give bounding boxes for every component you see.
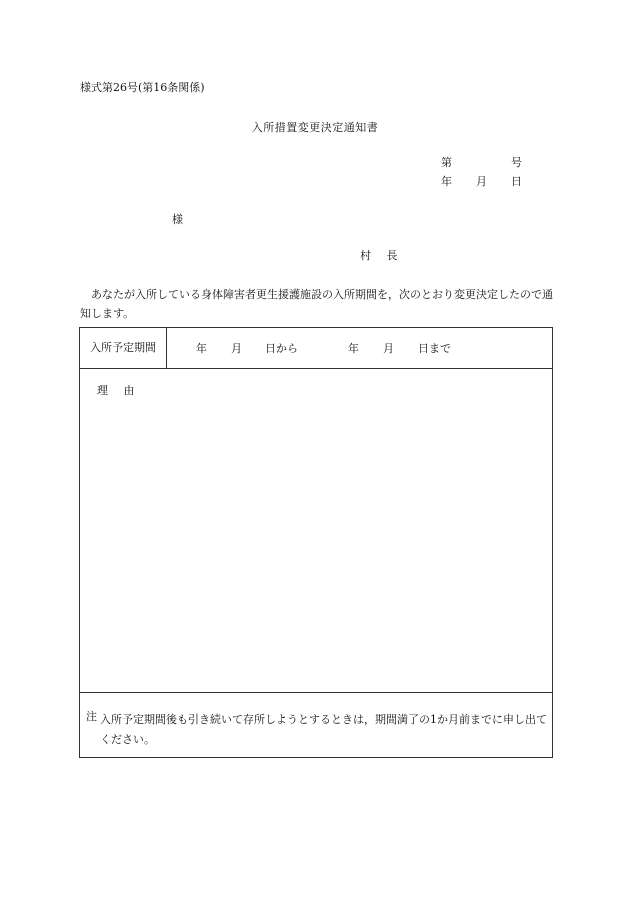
period-row <box>80 328 552 369</box>
period-label-cell <box>80 328 167 368</box>
form-number: 様式第26号(第16条関係) <box>80 81 205 94</box>
note-mark: 注 <box>86 710 97 723</box>
period-to-year: 年 <box>348 342 359 355</box>
period-from-day: 日から <box>265 342 298 355</box>
date-month-label: 月 <box>476 175 487 188</box>
document-title: 入所措置変更決定通知書 <box>251 121 379 134</box>
period-from-year: 年 <box>196 342 207 355</box>
reason-row <box>80 369 552 693</box>
reference-go-label: 号 <box>511 156 522 169</box>
notice-table <box>79 327 553 758</box>
date-year-label: 年 <box>441 175 452 188</box>
period-to-day: 日まで <box>418 342 451 355</box>
reason-label: 理 由 <box>97 384 141 397</box>
period-label: 入所予定期間 <box>90 341 156 355</box>
date-day-label: 日 <box>511 175 522 188</box>
period-to-month: 月 <box>383 342 394 355</box>
recipient-honorific: 様 <box>172 213 183 226</box>
sender-title: 村 長 <box>360 249 404 262</box>
period-from-month: 月 <box>231 342 242 355</box>
note-text: 入所予定期間後も引き続いて存所しようとするときは，期間満了の1か月前までに申し出てください。 <box>100 713 547 746</box>
reference-dai-label: 第 <box>441 156 452 169</box>
notice-body-text: あなたが入所している身体障害者更生援護施設の入所期間を，次のとおり変更決定したので通知します。 <box>80 288 553 320</box>
